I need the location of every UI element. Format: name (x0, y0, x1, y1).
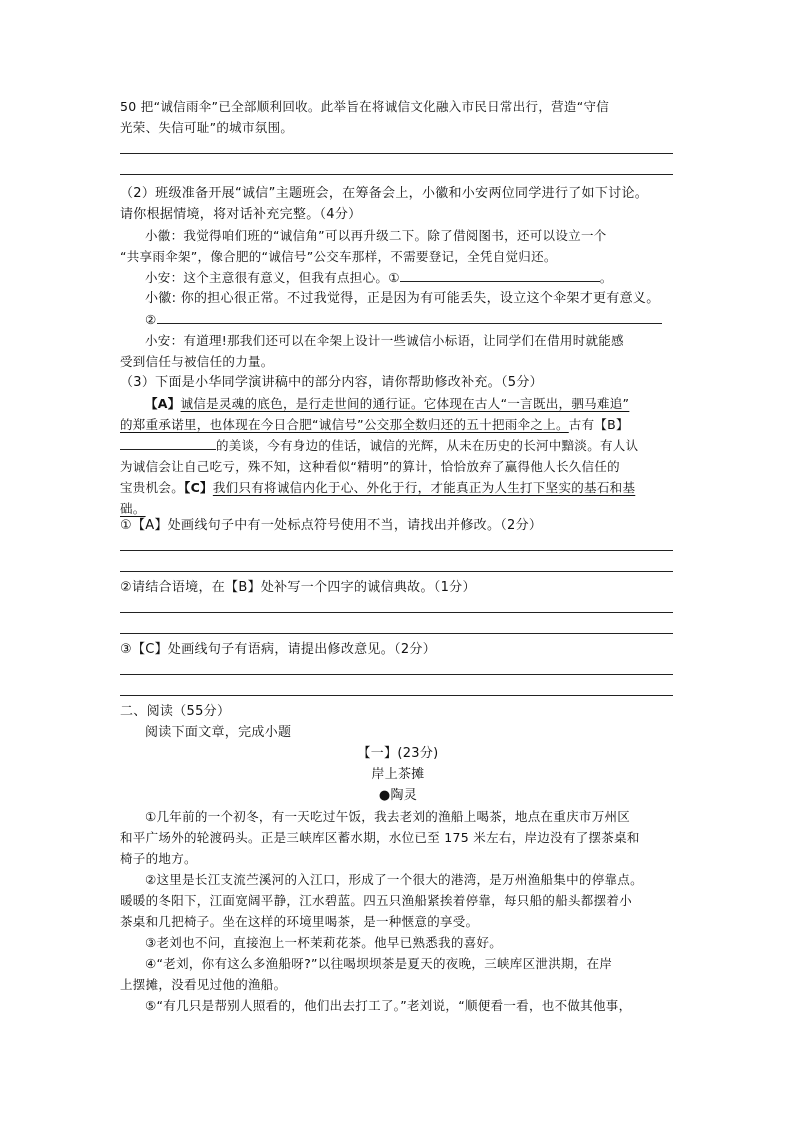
answer-line[interactable] (120, 174, 673, 175)
speech-line-2 (120, 414, 676, 435)
paragraph-4-b: 上摆摊，没看见过他的渔船。 (120, 977, 287, 992)
dialogue-xiaoan-2b: 受到信任与被信任的力量。 (120, 354, 274, 369)
speech-line-3-text: 的美谈，今有身边的佳话，诚信的光辉，从未在历史的长河中黯淡。有人认 (216, 438, 639, 453)
speech-line-4: 为诚信会让自己吃亏，殊不知，这种看似“精明”的算计，恰恰放弃了赢得他人长久信任的 (120, 459, 620, 474)
q3-sub-1: ①【A】处画线句子中有一处标点符号使用不当，请找出并修改。（2分） (120, 518, 543, 533)
answer-line[interactable] (120, 550, 673, 551)
dialogue-xiaohui-1a: 小徽：我觉得咱们班的“诚信角”可以再升级二下。除了借阅图书，还可以设立一个 (145, 228, 607, 243)
q2-title-line-1: （2）班级准备开展“诚信”主题班会，在筹备会上，小徽和小安两位同学进行了如下讨论。 (120, 186, 649, 201)
underlined-sentence-c-1: 我们只有将诚信内化于心、外化于行，才能真正为人生打下坚实的基石和基 (212, 480, 636, 495)
speech-line-1 (120, 393, 676, 414)
intro-line-1: 50 把“诚信雨伞”已全部顺利回收。此举旨在将诚信文化融入市民日常出行，营造“守信 (120, 99, 610, 114)
q3-sub-3: ③【C】处画线句子有语病，请提出修改意见。（2分） (120, 642, 437, 657)
underlined-sentence-c-2: 础。 (120, 501, 146, 516)
reading-instruction: 阅读下面文章，完成小题 (145, 725, 292, 740)
answer-line[interactable] (120, 674, 673, 675)
dialogue-answer-2 (120, 309, 676, 330)
paragraph-2-b: 暖暖的冬阳下，江面宽阔平静，江水碧蓝。四五只渔船紧挨着停靠，每只船的船头都摆着小 (120, 893, 633, 908)
answer-line[interactable] (120, 633, 673, 634)
answer-line[interactable] (120, 571, 673, 572)
passage-title: 岸上茶摊 (371, 767, 425, 782)
q2-title-line-2: 请你根据情境，将对话补充完整。（4分） (120, 207, 362, 222)
intro-line-2: 光荣、失信可耻”的城市氛围。 (120, 120, 294, 135)
paragraph-1-c: 椅子的地方。 (120, 851, 197, 866)
answer-line[interactable] (120, 612, 673, 613)
answer-blank-2[interactable] (157, 309, 662, 324)
paragraph-1-b: 和平广场外的轮渡码头。正是三峡库区蓄水期，水位已至 175 米左右，岸边没有了摆茶桌和 (120, 830, 640, 845)
speech-line-3 (120, 435, 676, 456)
paragraph-3: ③老刘也不问，直接泡上一杯茉莉花茶。他早已熟悉我的喜好。 (145, 935, 503, 950)
underlined-sentence-a-1: 诚信是灵魂的底色，是行走世间的通行证。它体现在古人“一言既出，驷马难追” (180, 396, 630, 411)
blank-b[interactable] (120, 435, 216, 450)
passage-author: ●陶灵 (378, 788, 418, 803)
passage-part-label: 【一】(23分) (357, 746, 439, 761)
marker-b-lead: 古有【B】 (568, 417, 629, 432)
answer-blank-1[interactable] (400, 267, 600, 282)
answer-line[interactable] (120, 695, 673, 696)
dialogue-xiaoan-1-text: 小安：这个主意很有意义，但我有点担心。① (145, 270, 400, 285)
underlined-sentence-a-2: 的郑重承诺里，也体现在今日合肥“诚信号”公交那全数归还的五十把雨伞之上。 (120, 417, 569, 432)
paragraph-4-a: ④“老刘，你有这么多渔船呀?”以往喝坝坝茶是夏天的夜晚，三峡库区泄洪期，在岸 (145, 956, 613, 971)
dialogue-xiaohui-2: 小徽: 你的担心很正常。不过我觉得，正是因为有可能丢失，设立这个伞架才更有意义。 (145, 291, 660, 306)
paragraph-1-a: ①几年前的一个初冬，有一天吃过午饭，我去老刘的渔船上喝茶，地点在重庆市万州区 (145, 809, 631, 824)
marker-a: 【A】 (145, 396, 181, 411)
paragraph-5: ⑤“有几只是帮别人照看的，他们出去打工了。”老刘说，“顺便看一看，也不做其他事， (145, 998, 632, 1013)
dialogue-xiaoan-1-end: 。 (599, 270, 613, 285)
q3-sub-2: ②请结合语境，在【B】处补写一个四字的诚信典故。（1分） (120, 580, 476, 595)
marker-c: 【C】 (184, 480, 213, 495)
answer-line[interactable] (120, 153, 673, 154)
dialogue-xiaoan-2a: 小安：有道理!那我们还可以在伞架上设计一些诚信小标语，让同学们在借用时就能感 (145, 333, 624, 348)
paragraph-2-a: ②这里是长江支流苎溪河的入江口，形成了一个很大的港湾，是万州渔船集中的停靠点。 (145, 872, 643, 887)
q3-title: （3）下面是小华同学演讲稿中的部分内容，请你帮助修改补充。（5分） (120, 375, 543, 390)
dialogue-xiaohui-1b: “共享雨伞架”，像合肥的“诚信号”公交车那样，不需要登记，全凭自觉归还。 (120, 249, 557, 264)
speech-line-5 (120, 477, 676, 498)
dialogue-xiaoan-1 (120, 267, 676, 288)
speech-line-5-text: 宝贵机会。 (120, 480, 185, 495)
dialogue-answer-2-mark: ② (145, 312, 157, 327)
paragraph-2-c: 茶桌和几把椅子。坐在这样的环境里喝茶，是一种惬意的享受。 (120, 914, 479, 929)
section-heading: 二、阅读（55分） (120, 704, 231, 719)
